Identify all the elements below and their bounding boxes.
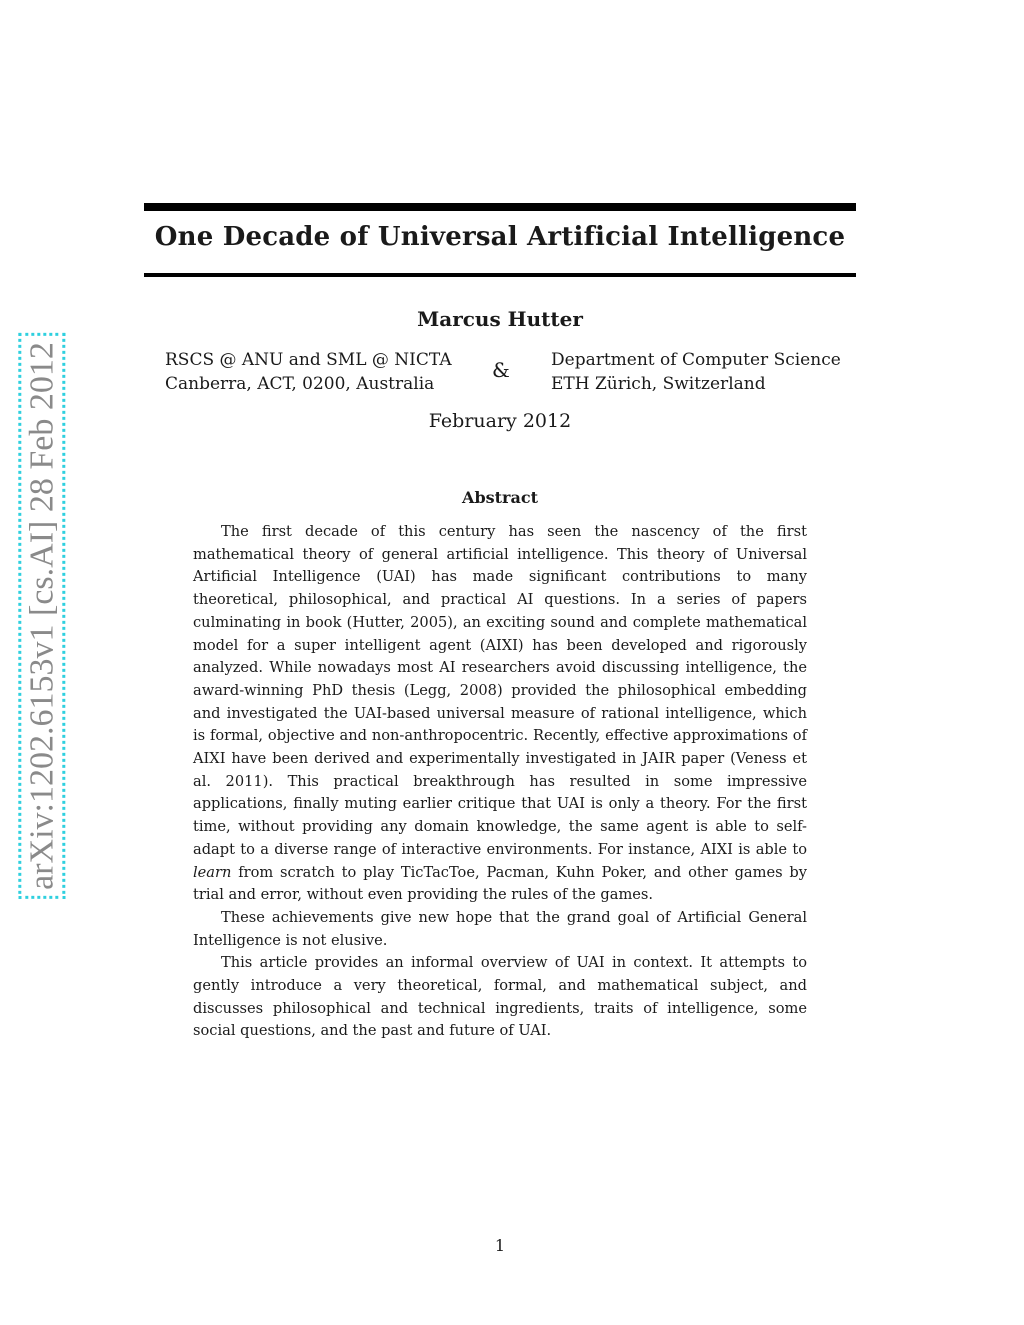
author-name: Marcus Hutter (417, 307, 583, 331)
abstract-paragraph: This article provides an informal overview of UAI in context. It attempts to gently introduce a very theoretical, formal, and mathematical subject, and discusses philosophical and technical ingredients, traits of intelligence, some social questions, and the past and future of UAI. (193, 954, 807, 1040)
abstract-text: The first decade of this century has seen the nascency of the first mathematical theory of general artificial intelligence. This theory of Universal Artificial Intelligence (UAI) has made significant contributions to many theoretical, philosophical, and practical AI questions. In a series of papers culminating in book (Hutter, 2005), an exciting sound and complete mathematical model for a super intelligent agent (AIXI) has been developed and rigorously analyzed. While nowadays most AI researchers avoid discussing intelligence, the award-winning PhD thesis (Legg, 2008) provided the philosophical embedding and investigated the UAI-based universal measure of rational intelligence, which is formal, objective and non-anthropocentric. Recently, effective approximations of AIXI have been derived and experimentally investigated in JAIR paper (Veness et al. 2011). This practical breakthrough has resulted in some impressive applications, finally muting earlier critique that UAI is only a theory. For the first time, without providing any domain knowledge, the same agent is able to self-adapt to a diverse range of interactive environments. For instance, AIXI is able to (193, 523, 807, 858)
affiliation-right-line: ETH Zürich, Switzerland (551, 374, 766, 394)
paper-date: February 2012 (428, 410, 572, 432)
title-rule-top (144, 203, 856, 211)
arxiv-side-stamp: arXiv:1202.6153v1 [cs.AI] 28 Feb 2012 (18, 333, 65, 899)
title-rule-bottom (144, 273, 856, 277)
affiliation-left-line: Canberra, ACT, 0200, Australia (165, 374, 435, 394)
abstract-body (193, 521, 807, 1043)
abstract-emphasis: learn (193, 863, 232, 881)
abstract-text: from scratch to play TicTacToe, Pacman, Kuhn Poker, and other games by trial and error, without even providing the rules of the games. (193, 863, 807, 904)
affiliation-separator: & (492, 358, 510, 382)
page-number: 1 (494, 1236, 506, 1255)
abstract-paragraph (193, 521, 807, 907)
abstract-heading: Abstract (462, 488, 538, 507)
paper-title: One Decade of Universal Artificial Intelligence (154, 222, 846, 252)
affiliation-right (551, 348, 841, 396)
affiliation-left (165, 348, 452, 396)
affiliation-right-line: Department of Computer Science (551, 350, 841, 370)
affiliation-left-line: RSCS @ ANU and SML @ NICTA (165, 350, 452, 370)
abstract-paragraph: These achievements give new hope that the grand goal of Artificial General Intelligence is not elusive. (193, 908, 807, 949)
